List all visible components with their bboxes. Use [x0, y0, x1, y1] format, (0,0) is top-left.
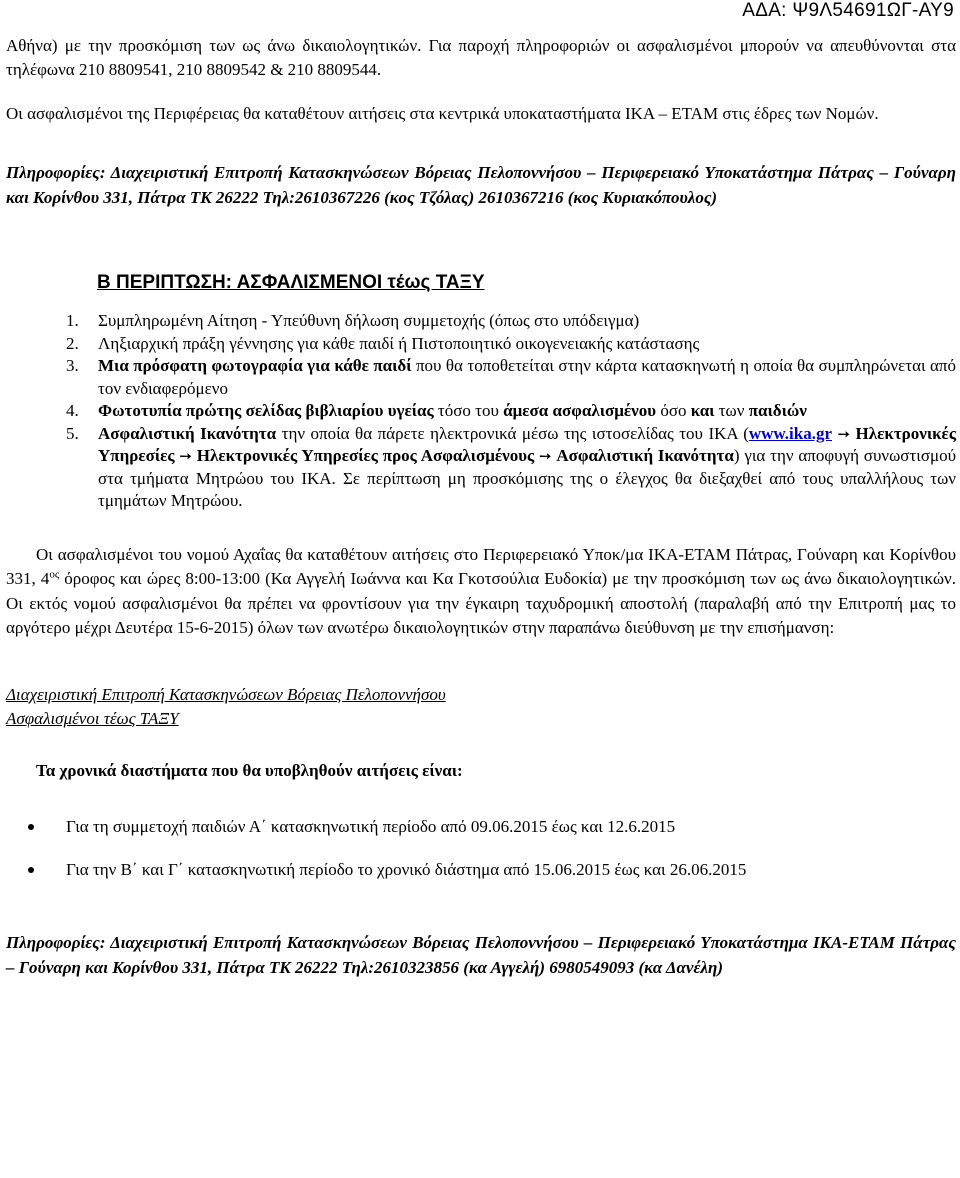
list-item-text: που θα τοποθετείται στην κάρτα κατασκηνωτή η οποία θα συμπληρώνεται από τον ενδιαφερόμενο [98, 356, 956, 398]
arrow-right-icon: ➙ [539, 447, 552, 465]
achaia-sup: ος [49, 568, 60, 581]
info-block-1: Πληροφορίες: Διαχειριστική Επιτροπή Κατασκηνώσεων Βόρειας Πελοποννήσου – Περιφερειακό Υποκατάστημα Πάτρας – Γούναρη και Κορίνθου 331, Πάτρα ΤΚ 26222 Τηλ:2610367226 (κος Τζόλας) 2610367216 (κος Κυριακόπουλος) [6, 163, 956, 207]
list-item-bold: Ασφαλιστική Ικανότητα [98, 423, 277, 443]
periods-list [6, 815, 956, 882]
list-item [6, 423, 956, 513]
list-item-text: Για την Β΄ και Γ΄ κατασκηνωτική περίοδο το χρονικό διάστημα από 15.06.2015 έως και 26.06.2015 [66, 859, 747, 879]
ada-code: ΑΔΑ: Ψ9Λ54691ΩΓ-ΑΥ9 [742, 0, 954, 21]
list-item-text: όσο [656, 401, 691, 420]
list-item [6, 400, 956, 423]
list-item-bold: και [690, 401, 715, 420]
list-item-bold: Ηλεκτρονικές Υπηρεσίες [98, 423, 956, 465]
address-line-2: Ασφαλισμένοι τέως ΤΑΞΥ [6, 708, 179, 728]
list-item-bold: άμεσα ασφαλισμένου [503, 401, 657, 420]
list-item-text: Συμπληρωμένη Αίτηση - Υπεύθυνη δήλωση συμμετοχής (όπως στο υπόδειγμα) [98, 311, 640, 330]
list-item-text: Ληξιαρχική πράξη γέννησης για κάθε παιδί ή Πιστοποιητικό οικογενειακής κατάστασης [98, 333, 700, 353]
list-number: 5. [66, 423, 79, 443]
bullet-icon [28, 867, 34, 873]
address-line-1: Διαχειριστική Επιτροπή Κατασκηνώσεων Βόρειας Πελοποννήσου [6, 684, 446, 704]
intro-paragraph-1: Αθήνα) με την προσκόμιση των ως άνω δικαιολογητικών. Για παροχή πληροφοριών οι ασφαλισμένοι μπορούν να απευθύνονται στα τηλέφωνα 210 8809541, 210 8809542 & 210 8809544. [6, 36, 956, 79]
list-item-text: την οποία θα πάρετε ηλεκτρονικά μέσω της ιστοσελίδας του ΙΚΑ ( [276, 423, 749, 443]
list-item-bold: παιδιών [748, 401, 807, 420]
list-item [6, 355, 956, 400]
section-b-title: Β ΠΕΡΙΠΤΩΣΗ: ΑΣΦΑΛΙΣΜΕΝΟΙ τέως ΤΑΞΥ [97, 272, 485, 293]
achaia-text: όροφος και ώρες 8:00-13:00 (Κα Αγγελή Ιωάννα και Κα Γκοτσούλια Ευδοκία) με την προσκόμιση των ως άνω δικαιολογητικών. Οι εκτός νομού ασφαλισμένοι θα πρέπει να φροντίσουν για την έγκαιρη ταχυδρομική αποστολή (παραλαβή από την Επιτροπή μας το αργότερο μέχρι Δευτέρα 15-6-2015) όλων των ανωτέρω δικαιολογητικών στην παραπάνω διεύθυνση με την επισήμανση: [6, 569, 956, 637]
list-item [6, 310, 956, 333]
list-item [6, 815, 956, 839]
periods-title: Τα χρονικά διαστήματα που θα υποβληθούν αιτήσεις είναι: [36, 760, 463, 780]
documents-list [6, 310, 956, 513]
list-number: 3. [66, 356, 79, 375]
ika-link[interactable]: www.ika.gr [748, 423, 832, 443]
list-item [6, 858, 956, 882]
list-item-bold: Μια πρόσφατη φωτογραφία για κάθε παιδί [98, 356, 412, 375]
list-item-text: τόσο του [433, 401, 504, 420]
achaia-paragraph [6, 543, 956, 641]
bullet-icon [28, 824, 34, 830]
info-block-2: Πληροφορίες: Διαχειριστική Επιτροπή Κατασκηνώσεων Βόρειας Πελοποννήσου – Περιφερειακό Υποκατάστημα ΙΚΑ-ΕΤΑΜ Πάτρας – Γούναρη και Κορίνθου 331, Πάτρα ΤΚ 26222 Τηλ:2610323856 (κα Αγγελή) 6980549093 (κα Δανέλη) [6, 932, 956, 977]
document-page [6, 34, 956, 980]
list-item-text: ) για την αποφυγή συνωστισμού στα τμήματα Μητρώου του ΙΚΑ. Σε περίπτωση μη προσκόμισης της ο έλεγχος θα διεξαχθεί από τους υπαλλήλους των τμημάτων Μητρώου. [98, 446, 957, 510]
list-number: 2. [66, 333, 79, 353]
list-item-bold: Ηλεκτρονικές Υπηρεσίες προς Ασφαλισμένους [196, 446, 535, 465]
achaia-text: Οι ασφαλισμένοι του νομού Αχαΐας θα καταθέτουν αιτήσεις στο Περιφερειακό Υποκ/μα ΙΚΑ-ΕΤΑΜ Πάτρας, Γούναρη και Κορίνθου 331, 4 [6, 544, 956, 588]
list-item-text: Για τη συμμετοχή παιδιών Α΄ κατασκηνωτική περίοδο από 09.06.2015 έως και 12.6.2015 [66, 816, 676, 836]
list-item-bold: Φωτοτυπία πρώτης σελίδας βιβλιαρίου υγείας [98, 401, 434, 420]
list-item [6, 333, 956, 356]
intro-paragraph-2: Οι ασφαλισμένοι της Περιφέρειας θα καταθέτουν αιτήσεις στα κεντρικά υποκαταστήματα ΙΚΑ – ΕΤΑΜ στις έδρες των Νομών. [6, 104, 879, 123]
arrow-right-icon: ➙ [179, 447, 192, 465]
list-number: 1. [66, 311, 79, 330]
list-item-text: των [714, 401, 749, 420]
list-item-bold: Ασφαλιστική Ικανότητα [556, 446, 734, 465]
list-number: 4. [66, 401, 79, 420]
arrow-right-icon: ➙ [837, 424, 851, 443]
